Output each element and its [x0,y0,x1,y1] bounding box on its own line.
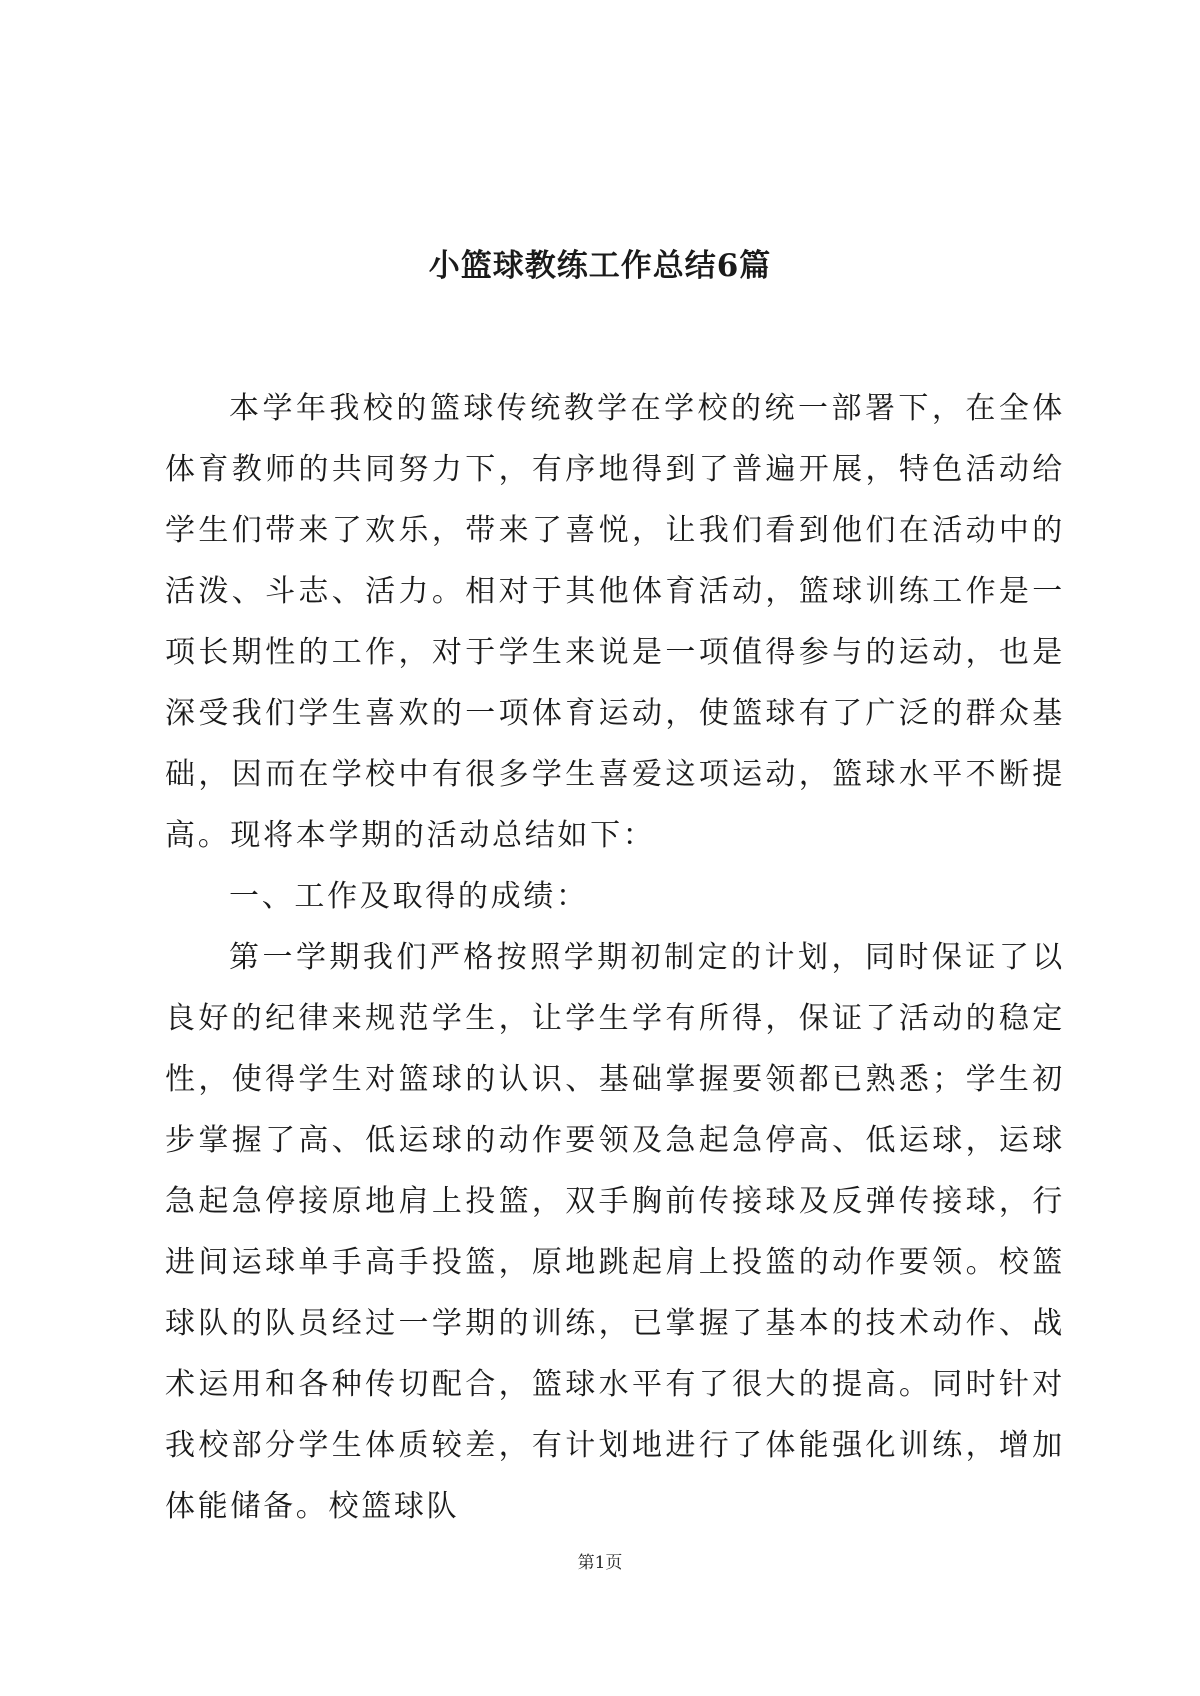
paragraph-intro: 本学年我校的篮球传统教学在学校的统一部署下，在全体体育教师的共同努力下，有序地得到了普遍开展，特色活动给学生们带来了欢乐，带来了喜悦，让我们看到他们在活动中的活泼、斗志、活力。相对于其他体育活动，篮球训练工作是一项长期性的工作，对于学生来说是一项值得参与的运动，也是深受我们学生喜欢的一项体育运动，使篮球有了广泛的群众基础，因而在学校中有很多学生喜爱这项运动，篮球水平不断提高。现将本学期的活动总结如下： [165,391,1065,853]
document-title: 小篮球教练工作总结6篇 [428,248,772,284]
page-number: 第1页 [577,1553,623,1573]
section-heading: 一、工作及取得的成绩： [229,879,589,914]
document-body [165,378,1065,1537]
paragraph-achievements: 第一学期我们严格按照学期初制定的计划，同时保证了以良好的纪律来规范学生，让学生学有所得，保证了活动的稳定性，使得学生对篮球的认识、基础掌握要领都已熟悉；学生初步掌握了高、低运球的动作要领及急起急停高、低运球，运球急起急停接原地肩上投篮，双手胸前传接球及反弹传接球，行进间运球单手高手投篮，原地跳起肩上投篮的动作要领。校篮球队的队员经过一学期的训练，已掌握了基本的技术动作、战术运用和各种传切配合，篮球水平有了很大的提高。同时针对我校部分学生体质较差，有计划地进行了体能强化训练，增加体能储备。校篮球队 [165,940,1065,1524]
